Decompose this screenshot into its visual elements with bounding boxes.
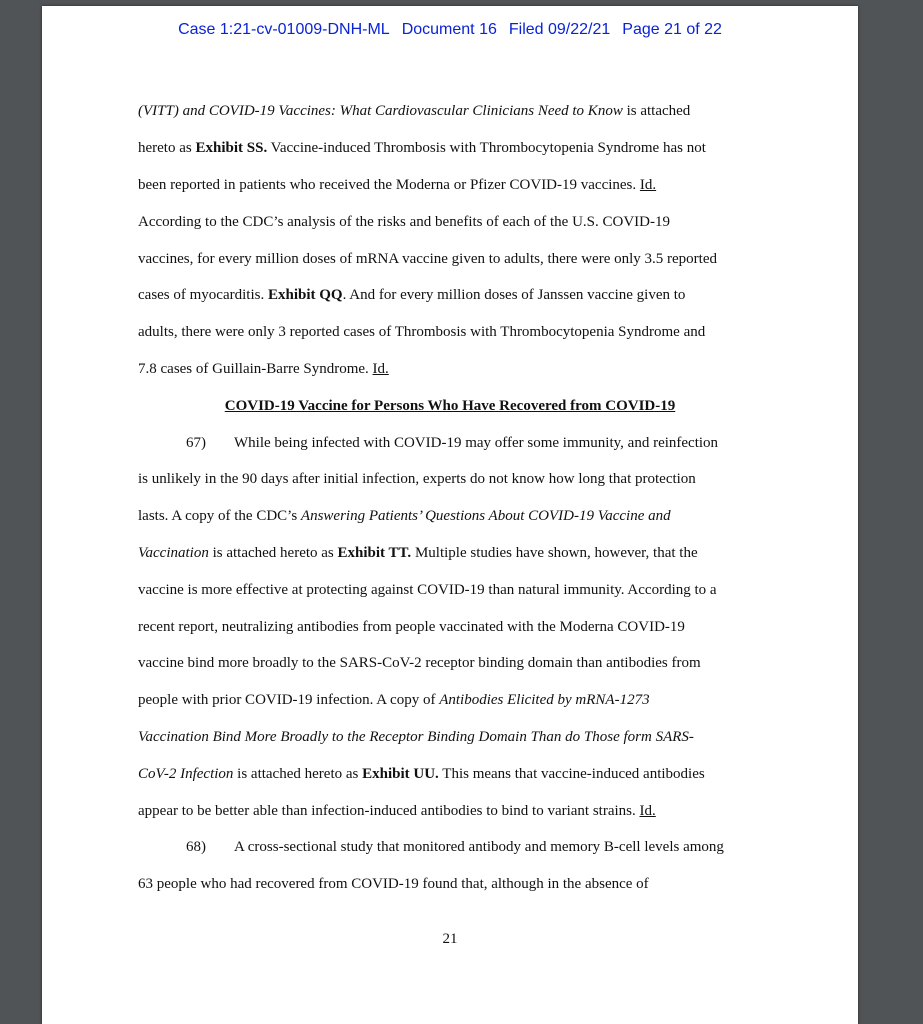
text-line: appear to be better able than infection-induced antibodies to bind to variant strains. Id. (138, 803, 656, 819)
citation-id: Id. (639, 177, 657, 193)
text-line: CoV-2 Infection is attached hereto as Exhibit UU. This means that vaccine-induced antibodies (138, 766, 705, 782)
exhibit-label: Exhibit UU. (362, 766, 439, 782)
text-line: 7.8 cases of Guillain-Barre Syndrome. Id. (138, 361, 389, 377)
filed-date: Filed 09/22/21 (508, 21, 611, 38)
section-heading: COVID-19 Vaccine for Persons Who Have Recovered from COVID-19 (224, 398, 676, 414)
paragraph-68-line: 68) A cross-sectional study that monitored antibody and memory B-cell levels among (186, 839, 724, 855)
page-count: Page 21 of 22 (622, 21, 722, 38)
page-number: 21 (442, 931, 458, 947)
text-line (138, 728, 694, 746)
text-line: hereto as Exhibit SS. Vaccine-induced Thrombosis with Thrombocytopenia Syndrome has not (138, 140, 706, 156)
exhibit-label: Exhibit SS. (195, 140, 268, 156)
text-line: been reported in patients who received the Moderna or Pfizer COVID-19 vaccines. Id. (138, 177, 657, 193)
document-page (42, 6, 858, 1024)
article-title: Answering Patients’ Questions About COVID-19 Vaccine and (300, 508, 671, 524)
text-line: vaccine is more effective at protecting against COVID-19 than natural immunity. According to a (138, 582, 717, 598)
citation-id: Id. (639, 803, 656, 819)
article-title: Antibodies Elicited by mRNA-1273 (439, 692, 650, 708)
text-line: adults, there were only 3 reported cases of Thrombosis with Thrombocytopenia Syndrome and (138, 324, 706, 340)
paragraph-number: 67) (186, 435, 206, 451)
text-line: cases of myocarditis. Exhibit QQ. And for every million doses of Janssen vaccine given to (138, 287, 686, 303)
text-line: vaccine bind more broadly to the SARS-CoV-2 receptor binding domain than antibodies from (138, 655, 701, 671)
case-header (42, 21, 858, 39)
article-title: Vaccination (138, 545, 209, 561)
document-number: Document 16 (401, 21, 497, 38)
paragraph-67-line: 67) While being infected with COVID-19 may offer some immunity, and reinfection (186, 435, 719, 451)
citation-id: Id. (372, 361, 389, 377)
article-title: CoV-2 Infection (138, 766, 234, 782)
text-line: is unlikely in the 90 days after initial infection, experts do not know how long that protection (138, 471, 696, 487)
article-title: Vaccination Bind More Broadly to the Receptor Binding Domain Than do Those form SARS- (138, 729, 694, 745)
exhibit-label: Exhibit QQ (267, 287, 343, 303)
text-line: Vaccination is attached hereto as Exhibit TT. Multiple studies have shown, however, that the (138, 545, 698, 561)
text-line: people with prior COVID-19 infection. A copy of Antibodies Elicited by mRNA-1273 (138, 692, 650, 708)
text-line: lasts. A copy of the CDC’s Answering Patients’ Questions About COVID-19 Vaccine and (138, 508, 671, 524)
text-line: vaccines, for every million doses of mRNA vaccine given to adults, there were only 3.5 reported (138, 251, 717, 267)
paragraph-number: 68) (186, 839, 206, 855)
text-line: (VITT) and COVID-19 Vaccines: What Cardiovascular Clinicians Need to Know is attached (138, 103, 691, 119)
text-line: 63 people who had recovered from COVID-19 found that, although in the absence of (138, 876, 649, 892)
text-line: recent report, neutralizing antibodies from people vaccinated with the Moderna COVID-19 (138, 619, 685, 635)
text-line: According to the CDC’s analysis of the risks and benefits of each of the U.S. COVID-19 (138, 214, 670, 230)
article-title: (VITT) and COVID-19 Vaccines: What Cardiovascular Clinicians Need to Know (138, 103, 623, 119)
case-number: Case 1:21-cv-01009-DNH-ML (178, 21, 390, 38)
exhibit-label: Exhibit TT. (337, 545, 412, 561)
